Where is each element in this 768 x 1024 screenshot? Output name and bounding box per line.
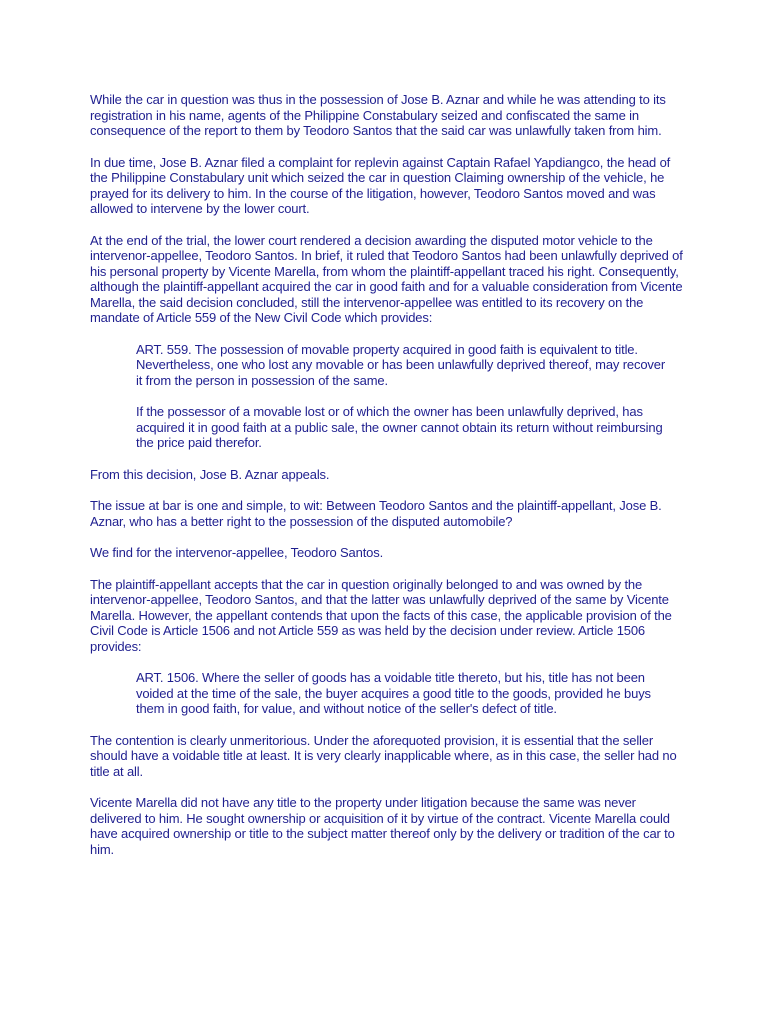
paragraph-appellant-contention: The plaintiff-appellant accepts that the car in question originally belonged to and was owned by the intervenor-appellee, Teodoro Santos, and that the latter was unlawfully deprived of the same by Vicente Marella. However, the appellant contends that upon the facts of this case, the applicable provision of the Civil Code is Article 1506 and not Article 559 as was held by the decision under review. Article 1506 provides: xyxy=(90,576,672,654)
paragraph-issue: The issue at bar is one and simple, to wit: Between Teodoro Santos and the plaintiff-appellant, Jose B. Aznar, who has a better right to the possession of the disputed automobile? xyxy=(90,498,662,529)
paragraph-replevin: In due time, Jose B. Aznar filed a complaint for replevin against Captain Rafael Yapdiangco, the head of the Philippine Constabulary unit which seized the car in question Claiming ownership of the vehicle, he prayed for its delivery to him. In the course of the litigation, however, Teodoro Santos moved and was allowed to intervene by the lower court. xyxy=(90,154,671,216)
paragraph-appeal: From this decision, Jose B. Aznar appeals. xyxy=(90,466,330,482)
paragraph-finding: We find for the intervenor-appellee, Teodoro Santos. xyxy=(90,545,384,560)
quote-art-559: ART. 559. The possession of movable property acquired in good faith is equivalent to title. Nevertheless, one who lost any movable or has been unlawfully deprived thereof, may recover it from the person in possession of the same. xyxy=(136,341,666,388)
quote-art-559-public-sale: If the possessor of a movable lost or of which the owner has been unlawfully deprived, has acquired it in good faith at a public sale, the owner cannot obtain its return without reimbursing the price paid therefor. xyxy=(136,404,663,450)
paragraph-unmeritorious: The contention is clearly unmeritorious. Under the aforequoted provision, it is essential that the seller should have a voidable title at least. It is very clearly inapplicable where, as in this case, the seller had no title at all. xyxy=(90,732,677,779)
paragraph-no-title: Vicente Marella did not have any title to the property under litigation because the same was never delivered to him. He sought ownership or acquisition of it by virtue of the contract. Vicente Marella could have acquired ownership or title to the subject matter thereof only by the delivery or tradition of the car to him. xyxy=(90,795,675,857)
paragraph-trial-decision: At the end of the trial, the lower court rendered a decision awarding the disputed motor vehicle to the intervenor-appellee, Teodoro Santos. In brief, it ruled that Teodoro Santos had been unlawfully deprived of his personal property by Vicente Marella, from whom the plaintiff-appellant traced his right. Consequently, although the plaintiff-appellant acquired the car in good faith and for a valuable consideration from Vicente Marella, the said decision concluded, still the intervenor-appellee was entitled to its recovery on the mandate of Article 559 of the New Civil Code which provides: xyxy=(90,232,683,325)
quote-art-1506: ART. 1506. Where the seller of goods has a voidable title thereto, but his, title has not been voided at the time of the sale, the buyer acquires a good title to the goods, provided he buys them in good faith, for value, and without notice of the seller's defect of title. xyxy=(136,670,651,716)
paragraph-possession: While the car in question was thus in the possession of Jose B. Aznar and while he was attending to its registration in his name, agents of the Philippine Constabulary seized and confiscated the same in consequence of the report to them by Teodoro Santos that the said car was unlawfully taken from him. xyxy=(90,92,666,138)
